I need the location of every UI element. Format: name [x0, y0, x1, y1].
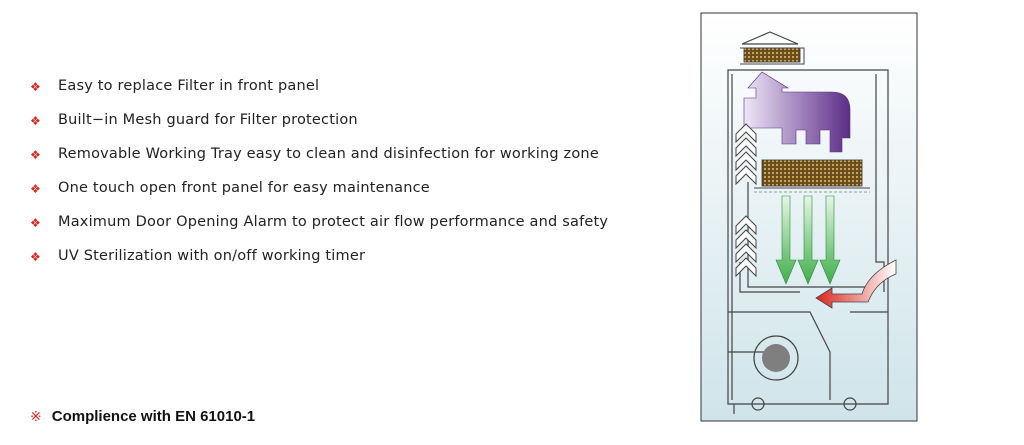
compliance-note	[30, 408, 255, 425]
feature-text: Removable Working Tray easy to clean and disinfection for working zone	[58, 146, 599, 162]
feature-item	[30, 146, 630, 163]
bullet-icon: ❖	[30, 148, 41, 162]
feature-list	[30, 78, 630, 282]
airflow-diagram	[700, 12, 918, 422]
feature-text: UV Sterilization with on/off working timer	[58, 248, 366, 264]
compliance-text: Complience with EN 61010-1	[51, 408, 256, 425]
feature-item	[30, 248, 630, 265]
feature-text: One touch open front panel for easy maintenance	[58, 180, 430, 196]
bullet-icon: ❖	[30, 80, 41, 94]
downflow-arrows	[776, 196, 840, 284]
feature-item	[30, 112, 630, 129]
feature-item	[30, 214, 630, 231]
feature-item	[30, 180, 630, 197]
feature-text: Built−in Mesh guard for Filter protection	[58, 112, 358, 128]
feature-text: Maximum Door Opening Alarm to protect air flow performance and safety	[58, 214, 609, 230]
bullet-icon: ❖	[30, 182, 41, 196]
feature-item	[30, 78, 630, 95]
bullet-icon: ❖	[30, 250, 41, 264]
reference-mark-icon: ※	[30, 408, 42, 424]
bullet-icon: ❖	[30, 114, 41, 128]
feature-text: Easy to replace Filter in front panel	[58, 78, 320, 94]
bullet-icon: ❖	[30, 216, 41, 230]
